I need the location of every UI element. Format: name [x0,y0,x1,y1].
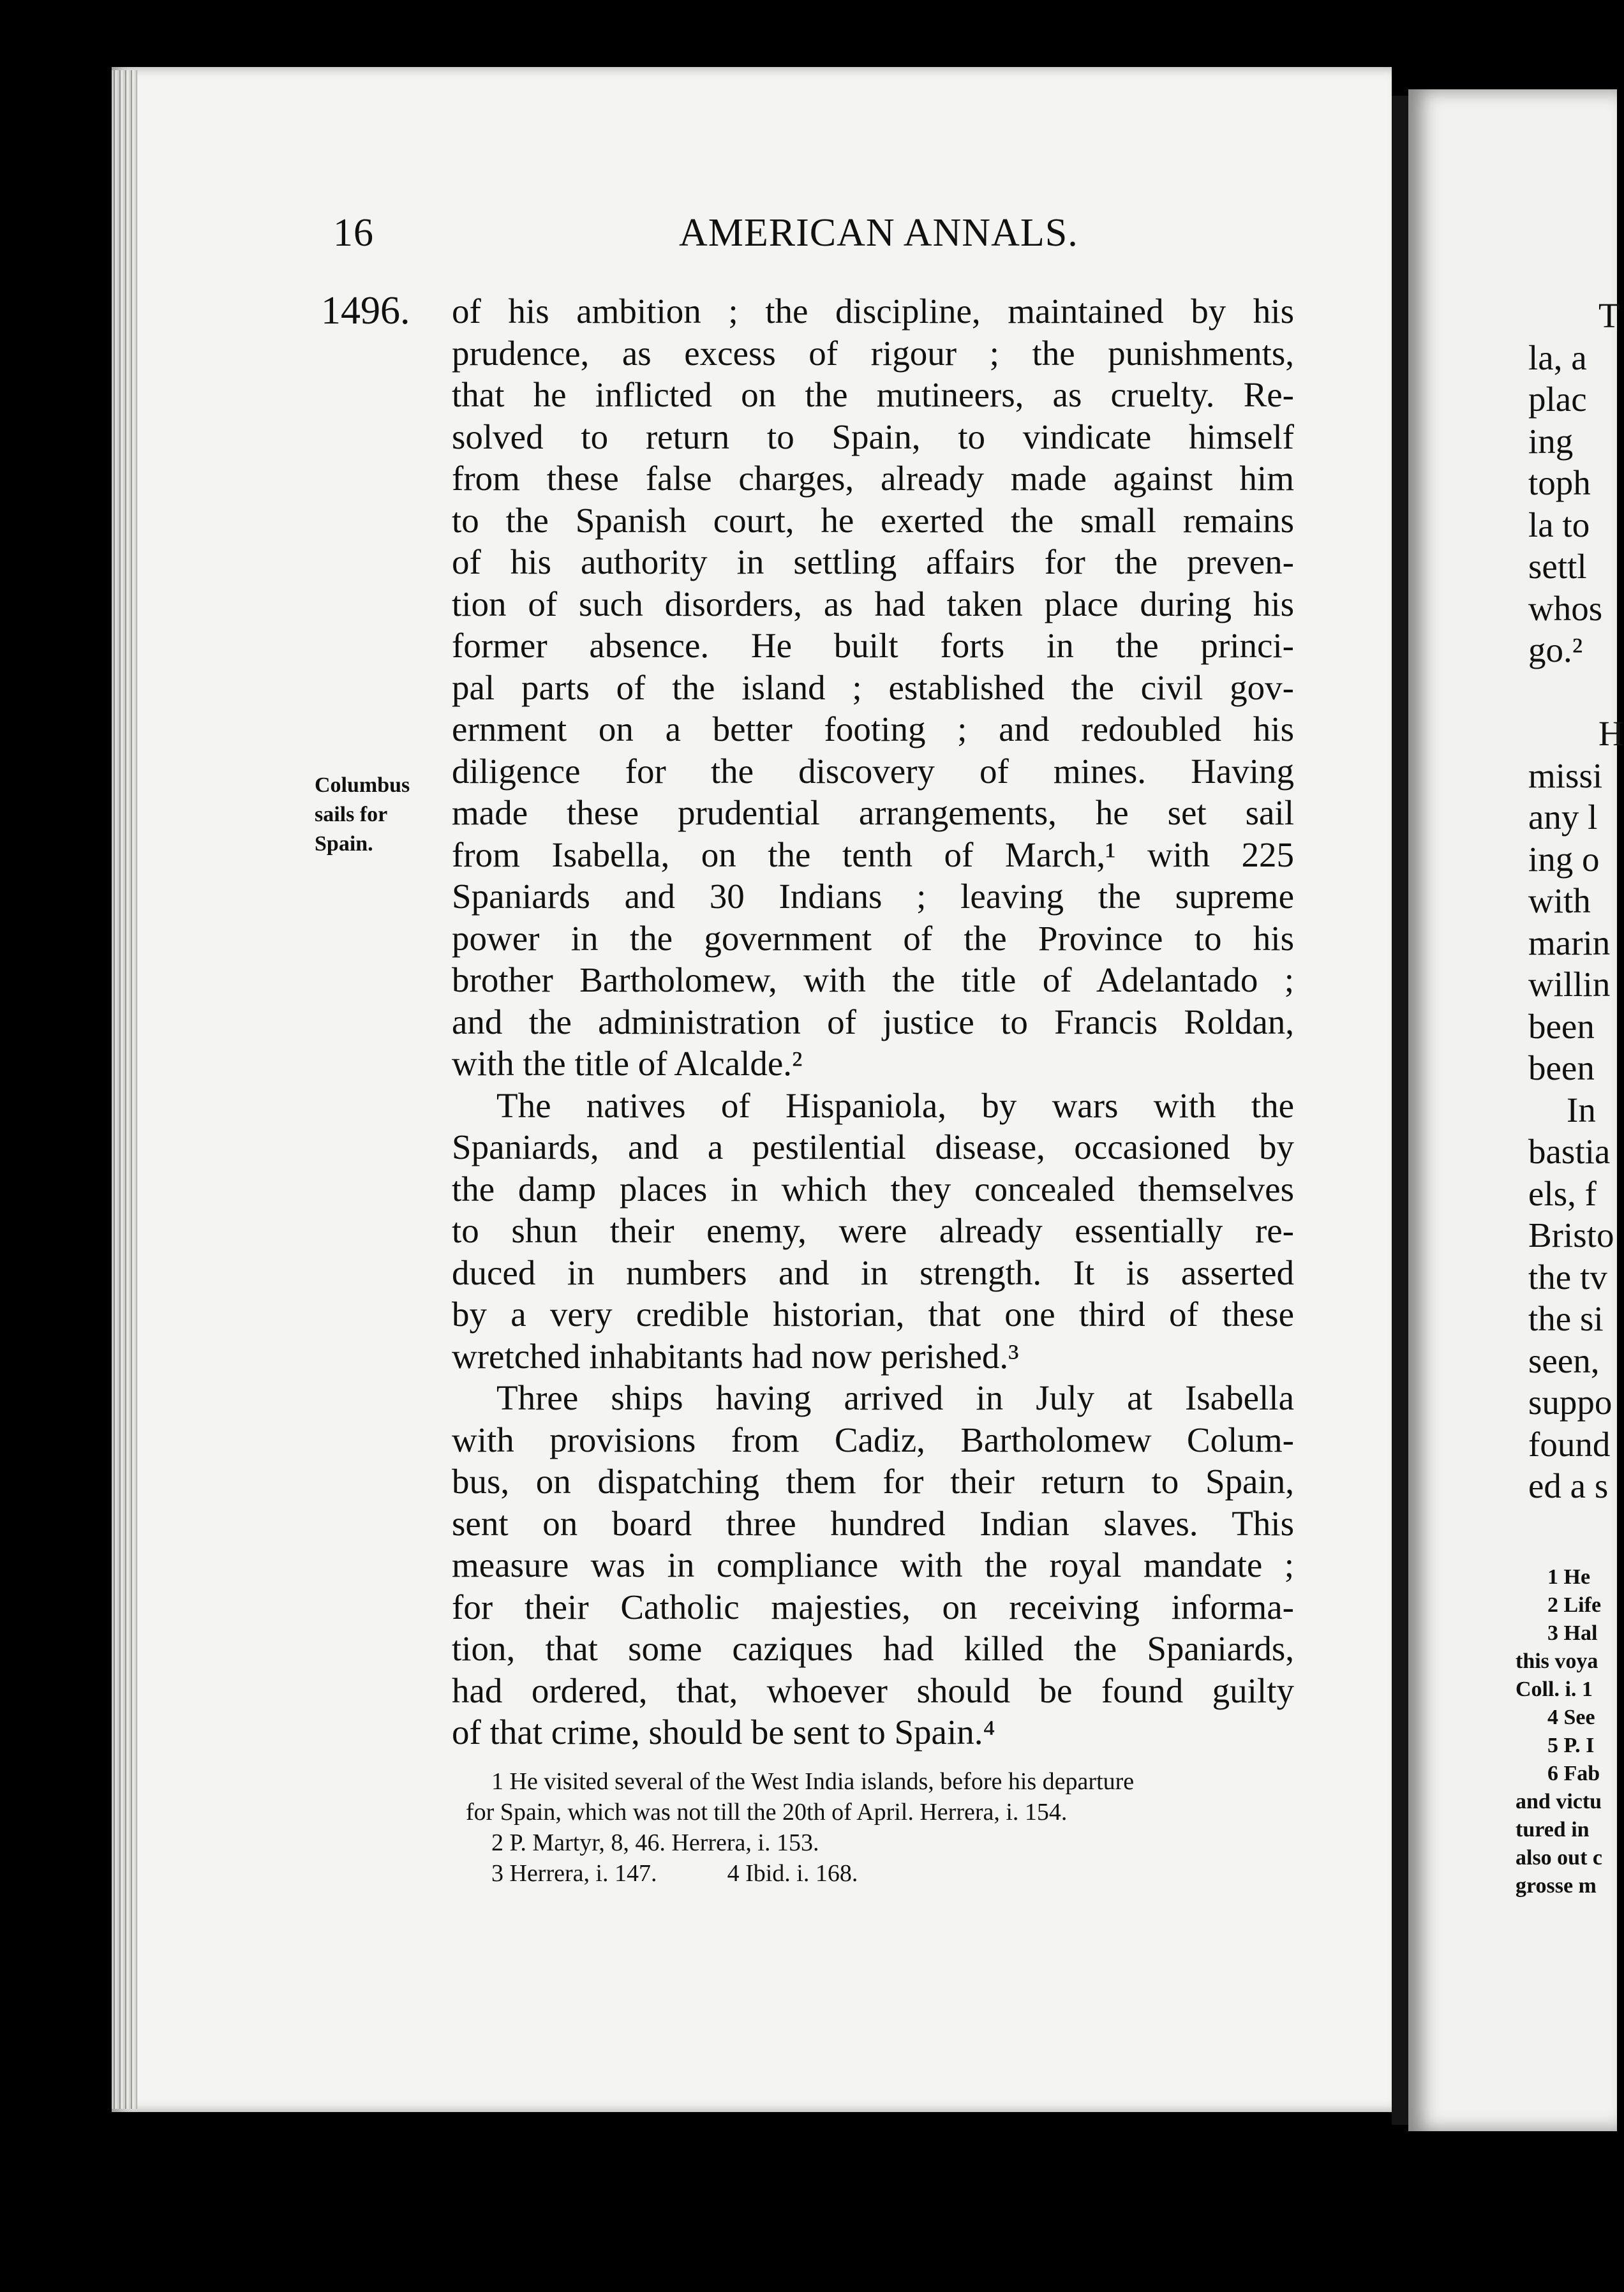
note-fragment: 1 He [1547,1565,1591,1589]
note-fragment: this voya [1516,1649,1598,1673]
text-line: from Isabella, on the tenth of March,¹ with 225 [452,835,1294,874]
text-line: of his authority in settling affairs for the preven- [452,542,1294,581]
footnotes [466,1766,1135,1889]
text-line: to shun their enemy, were already essentially re- [452,1211,1294,1250]
footnote-4-text: 4 Ibid. i. 168. [727,1860,858,1887]
text-fragment: found [1528,1424,1611,1464]
text-fragment: the si [1528,1299,1604,1338]
note-fragment: 3 Hal [1547,1621,1598,1645]
year-marginal: 1496. [321,289,410,332]
right-page-notes [1516,1563,1602,1900]
text-line: The natives of Hispaniola, by wars with the [496,1085,1294,1125]
text-line: power in the government of the Province to his [452,918,1294,958]
text-fragment: with [1528,881,1591,920]
text-fragment: willin [1528,965,1611,1004]
text-fragment: Bristo [1528,1216,1614,1254]
text-line: by a very credible historian, that one third of these [452,1295,1294,1334]
text-fragment: the tv [1528,1257,1607,1297]
text-line: ernment on a better footing ; and redoubled his [452,710,1294,748]
text-line: of his ambition ; the discipline, maintained by his [452,292,1294,331]
text-fragment: els, f [1528,1173,1597,1213]
text-line: duced in numbers and in strength. It is asserted [452,1253,1294,1292]
footnote-3 [491,1858,1134,1889]
note-fragment: tured in [1516,1818,1590,1842]
text-fragment: ing [1528,421,1574,461]
right-page-text [1528,295,1624,1507]
text-fragment: la, a [1528,338,1587,377]
text-line: the damp places in which they concealed themselves [452,1169,1294,1209]
page-number: 16 [333,211,374,255]
note-fragment: 5 P. I [1547,1734,1595,1757]
text-line: with provisions from Cadiz, Bartholomew Colum- [452,1420,1294,1459]
note-fragment: 2 Life [1547,1593,1602,1617]
text-fragment: In [1567,1090,1596,1129]
text-line: for their Catholic majesties, on receiving informa- [452,1587,1294,1626]
note-fragment: Coll. i. 1 [1516,1678,1593,1701]
text-fragment: ed a s [1528,1466,1609,1505]
text-line: of that crime, should be sent to Spain.⁴ [452,1713,995,1752]
text-fragment: been [1528,1048,1595,1087]
text-fragment: T [1598,296,1620,335]
text-line: sent on board three hundred Indian slaves. This [452,1503,1294,1543]
text-line: former absence. He built forts in the princi- [452,626,1294,665]
footnote-2: 2 P. Martyr, 8, 46. Herrera, i. 153. [491,1829,819,1856]
text-line: that he inflicted on the mutineers, as cruelty. Re- [452,375,1294,414]
text-line: with the title of Alcalde.² [452,1044,803,1083]
text-fragment: plac [1528,380,1587,419]
text-line: diligence for the discovery of mines. Having [452,751,1294,791]
text-line: had ordered, that, whoever should be found guilty [452,1671,1294,1710]
text-fragment: missi [1528,755,1603,795]
text-line: wretched inhabitants had now perished.³ [452,1336,1019,1376]
text-line: tion, that some caziques had killed the Spaniards, [452,1629,1294,1668]
footnote-1: 1 He visited several of the West India islands, before his departure [491,1768,1135,1795]
text-fragment: H [1598,714,1624,753]
body-text [452,290,1294,1753]
margin-note [315,771,442,859]
text-line: Spaniards, and a pestilential disease, occasioned by [452,1127,1294,1166]
text-fragment: any l [1528,798,1598,837]
margin-note-line: sails for [315,803,388,826]
text-fragment: settl [1528,547,1587,586]
text-line: and the administration of justice to Francis Roldan, [452,1002,1294,1041]
text-fragment: whos [1528,588,1603,628]
text-line: measure was in compliance with the royal mandate ; [452,1545,1294,1584]
running-head: AMERICAN ANNALS. [679,211,1078,255]
text-fragment [1528,671,1624,713]
text-line: prudence, as excess of rigour ; the punishments, [452,333,1294,373]
text-line: tion of such disorders, as had taken place during his [452,584,1294,623]
footnote-1-cont: for Spain, which was not till the 20th of April. Herrera, i. 154. [466,1799,1068,1826]
text-line: Spaniards and 30 Indians ; leaving the supreme [452,877,1294,916]
text-fragment: la to [1528,505,1590,544]
note-fragment: 4 See [1547,1706,1595,1729]
note-fragment: 6 Fab [1547,1762,1600,1785]
note-fragment: grosse m [1516,1874,1597,1898]
page-edges [112,70,137,2109]
note-fragment: and victu [1516,1790,1602,1813]
text-fragment: bastia [1528,1132,1611,1171]
text-fragment: toph [1528,463,1591,502]
book-gutter [1392,96,1408,2125]
text-line: bus, on dispatching them for their return to Spain, [452,1462,1294,1501]
text-fragment: suppo [1528,1383,1613,1422]
text-fragment: ing o [1528,839,1600,879]
text-line: to the Spanish court, he exerted the small remains [452,500,1294,540]
text-fragment: marin [1528,923,1611,962]
text-fragment: go.² [1528,630,1583,669]
text-line: from these false charges, already made against him [452,459,1294,498]
margin-note-line: Columbus [315,773,410,797]
footnote-3-text: 3 Herrera, i. 147. [491,1860,657,1887]
text-line: solved to return to Spain, to vindicate himself [452,417,1294,456]
text-line: brother Bartholomew, with the title of Adelantado ; [452,960,1294,999]
margin-note-line: Spain. [315,832,373,856]
text-line: pal parts of the island ; established the civil gov- [452,667,1294,707]
text-line: made these prudential arrangements, he set sail [452,793,1294,832]
note-fragment: also out c [1516,1846,1602,1870]
text-fragment: seen, [1528,1341,1600,1380]
text-fragment: been [1528,1006,1595,1046]
text-line: Three ships having arrived in July at Isabella [496,1378,1294,1417]
